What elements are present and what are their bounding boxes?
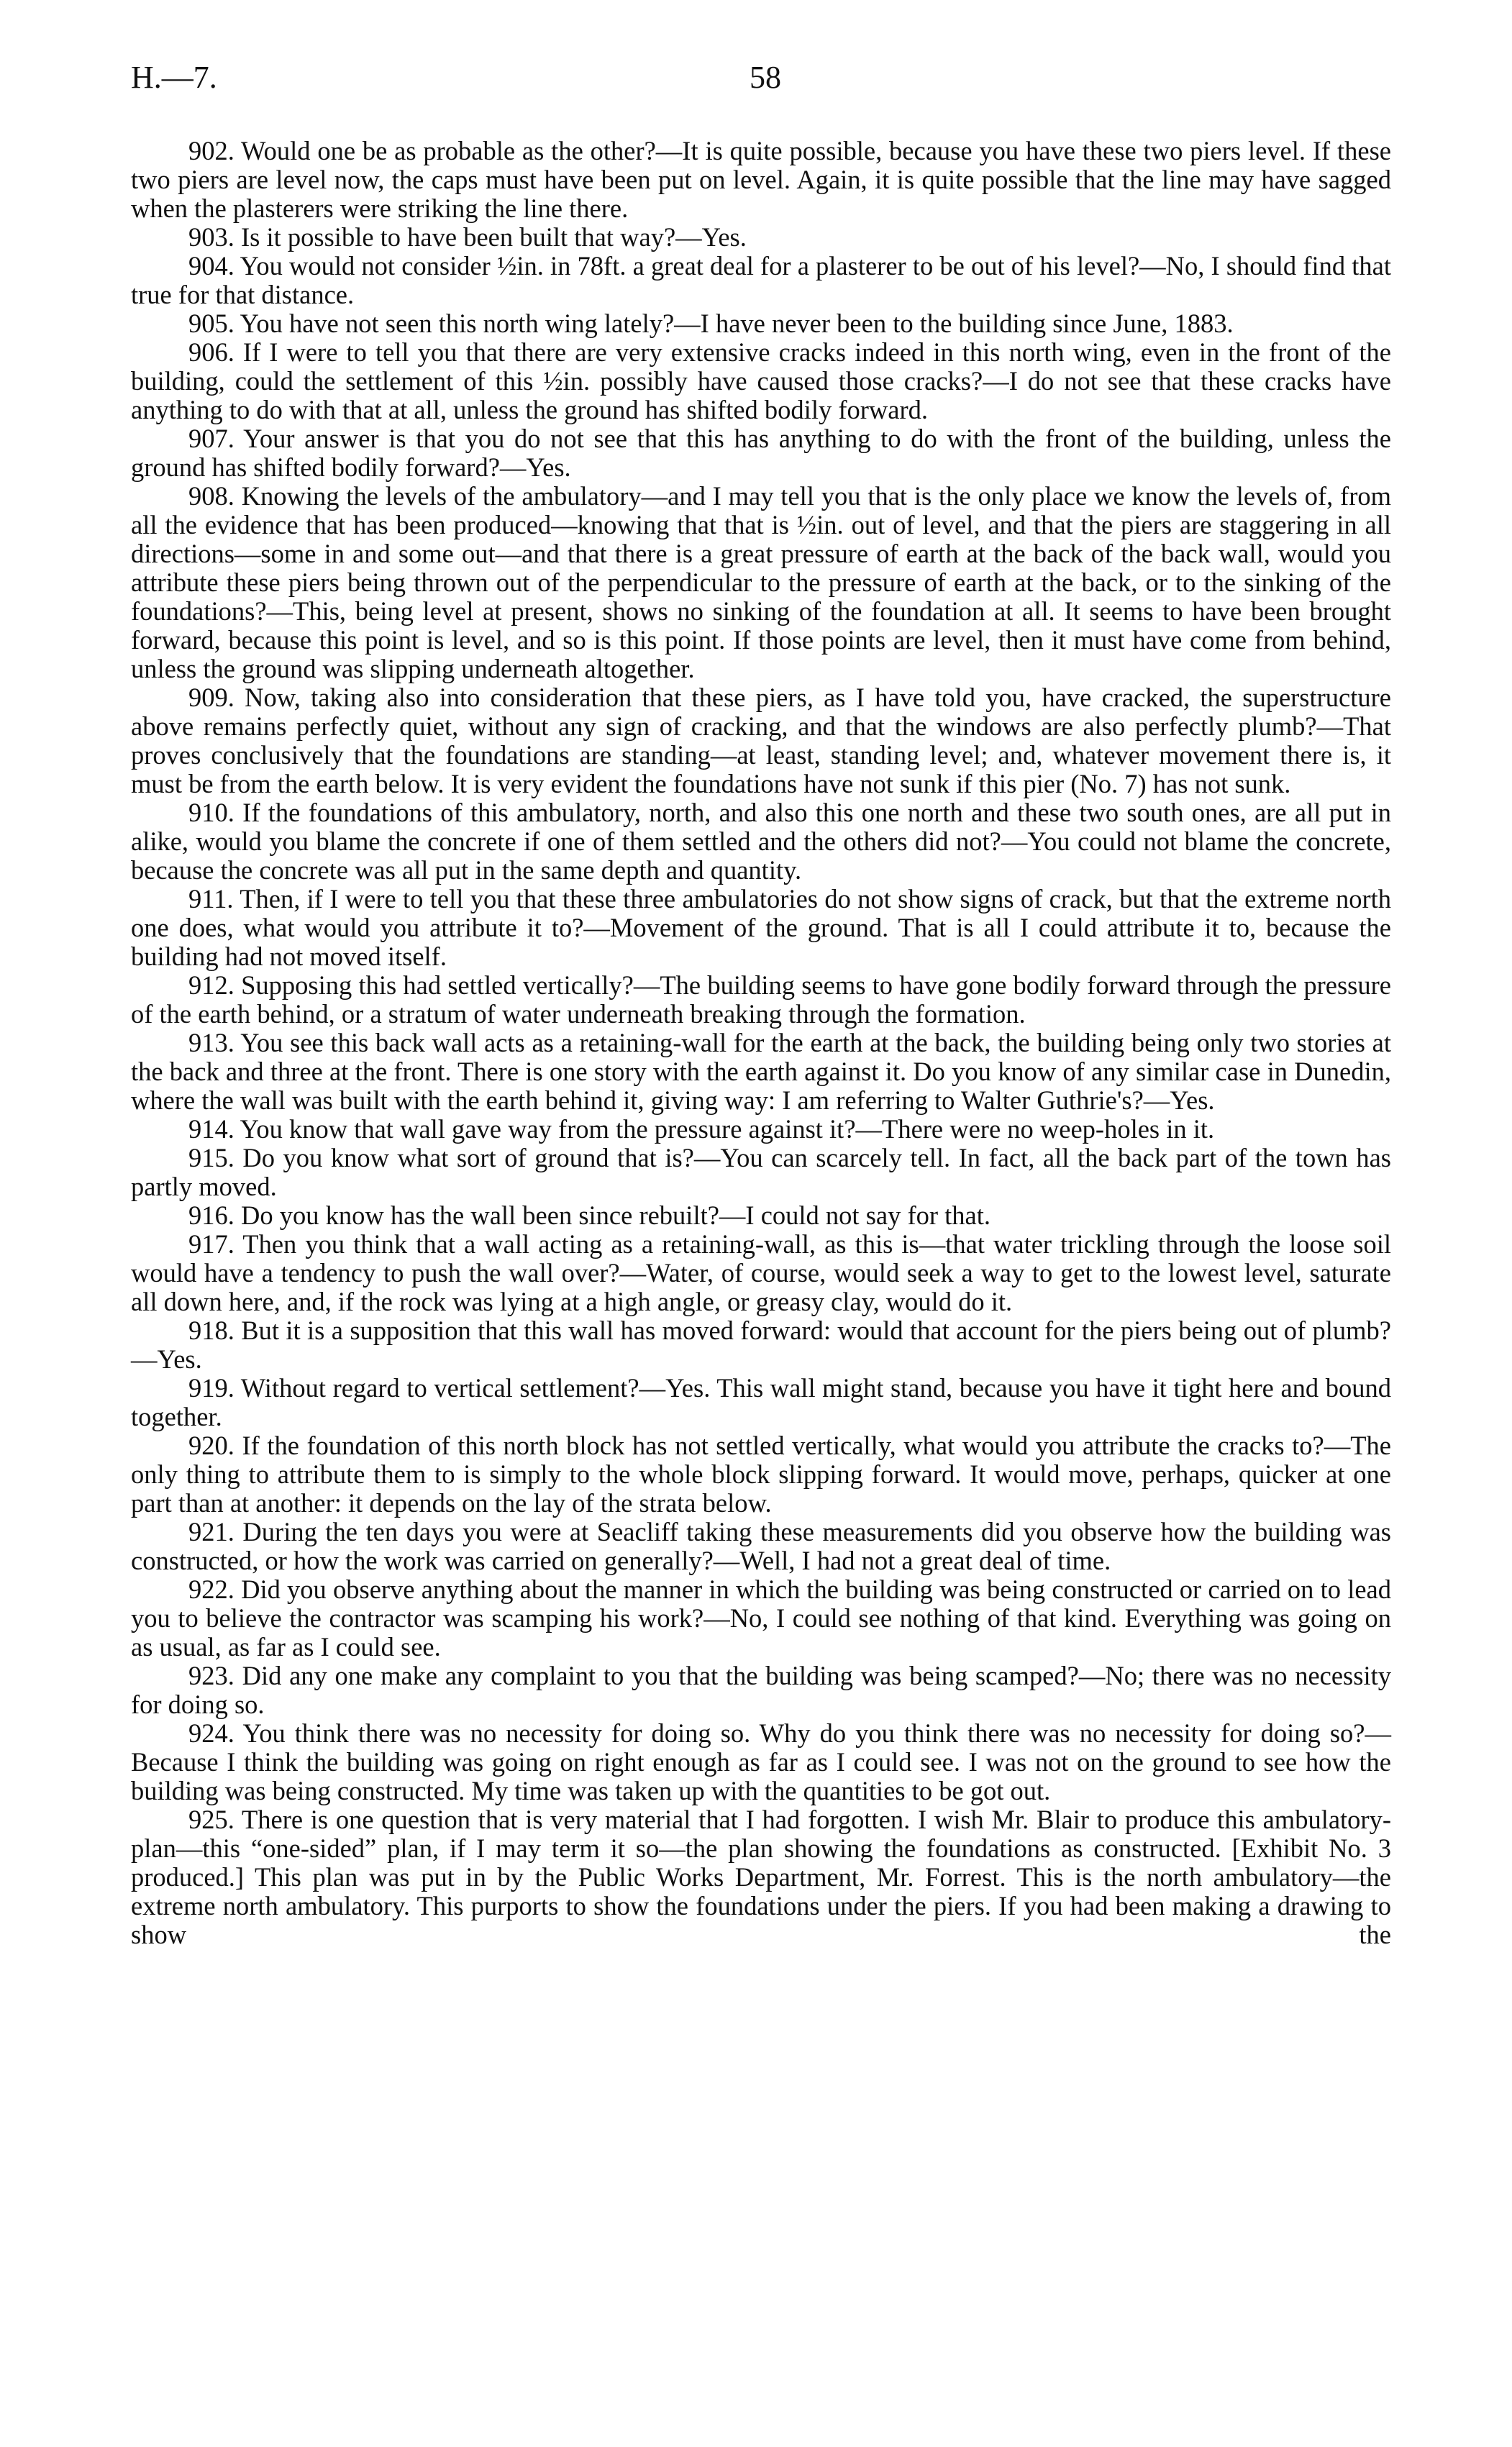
- testimony-paragraph: 914. You know that wall gave way from the pressure against it?—There were no weep-holes in it.: [188, 1114, 1215, 1144]
- testimony-paragraph: 906. If I were to tell you that there are very extensive cracks indeed in this north wing, even in the front of the building, could the settlement of this ½in. possibly have caused those cracks?—I do not see that these cracks have anything to do with that at all, unless the ground has shifted bodily forward.: [131, 337, 1391, 424]
- testimony-paragraph: 918. But it is a supposition that this wall has moved forward: would that account for the piers being out of plumb?—Yes.: [131, 1316, 1391, 1374]
- testimony-paragraph: 917. Then you think that a wall acting as a retaining-wall, as this is—that water trickling through the loose soil would have a tendency to push the wall over?—Water, of course, would seek a way to get to the lowest level, saturate all down here, and, if the rock was lying at a high angle, or greasy clay, would do it.: [131, 1229, 1391, 1316]
- testimony-paragraph: 909. Now, taking also into consideration that these piers, as I have told you, have cracked, the superstructure above remains perfectly quiet, without any sign of cracking, and that the windows are also perfectly plumb?—That proves conclusively that the foundations are standing—at least, standing level; and, whatever movement there is, it must be from the earth below. It is very evident the foundations have not sunk if this pier (No. 7) has not sunk.: [131, 683, 1391, 798]
- testimony-paragraph: 925. There is one question that is very material that I had forgotten. I wish Mr. Blair to produce this ambulatory-plan—this “one-sided” plan, if I may term it so—the plan showing the foundations as constructed. [Exhibit No. 3 produced.] This plan was put in by the Public Works Department, Mr. Forrest. This is the north ambulatory—the extreme north ambulatory. This purports to show the foundations under the piers. If you had been making a drawing to show the: [131, 1805, 1391, 1949]
- page-body: [131, 137, 1391, 1949]
- testimony-paragraph: 902. Would one be as probable as the other?—It is quite possible, because you have these two piers level. If these two piers are level now, the caps must have been put on level. Again, it is quite possible that the line may have sagged when the plasterers were striking the line there.: [131, 136, 1391, 223]
- testimony-paragraph: 920. If the foundation of this north block has not settled vertically, what would you attribute the cracks to?—The only thing to attribute them to is simply to the whole block slipping forward. It would move, perhaps, quicker at one part than at another: it depends on the lay of the strata below.: [131, 1431, 1391, 1518]
- testimony-paragraph: 915. Do you know what sort of ground that is?—You can scarcely tell. In fact, all the back part of the town has partly moved.: [131, 1143, 1391, 1201]
- testimony-paragraph: 904. You would not consider ½in. in 78ft. a great deal for a plasterer to be out of his level?—No, I should find that true for that distance.: [131, 251, 1391, 309]
- testimony-paragraph: 910. If the foundations of this ambulatory, north, and also this one north and these two south ones, are all put in alike, would you blame the concrete if one of them settled and the others did not?—You could not blame the concrete, because the concrete was all put in the same depth and quantity.: [131, 798, 1391, 885]
- testimony-paragraph: 912. Supposing this had settled vertically?—The building seems to have gone bodily forward through the pressure of the earth behind, or a stratum of water underneath breaking through the formation.: [131, 970, 1391, 1029]
- testimony-paragraph: 911. Then, if I were to tell you that these three ambulatories do not show signs of crack, but that the extreme north one does, what would you attribute it to?—Movement of the ground. That is all I could attribute it to, because the building had not moved itself.: [131, 884, 1391, 971]
- testimony-paragraph: 919. Without regard to vertical settlement?—Yes. This wall might stand, because you have it tight here and bound together.: [131, 1373, 1391, 1431]
- testimony-paragraph: 913. You see this back wall acts as a retaining-wall for the earth at the back, the building being only two stories at the back and three at the front. There is one story with the earth against it. Do you know of any similar case in Dunedin, where the wall was built with the earth behind it, giving way: I am referring to Walter Guthrie's?—Yes.: [131, 1028, 1391, 1115]
- testimony-paragraph: 903. Is it possible to have been built that way?—Yes.: [188, 222, 747, 252]
- document-code: H.—7.: [131, 60, 217, 95]
- testimony-paragraph: 916. Do you know has the wall been since rebuilt?—I could not say for that.: [188, 1200, 991, 1230]
- testimony-paragraph: 923. Did any one make any complaint to you that the building was being scamped?—No; there was no necessity for doing so.: [131, 1661, 1391, 1719]
- page-header: [131, 59, 1391, 99]
- testimony-paragraph: 905. You have not seen this north wing lately?—I have never been to the building since June, 1883.: [188, 309, 1234, 338]
- testimony-paragraph: 922. Did you observe anything about the manner in which the building was being constructed or carried on to lead you to believe the contractor was scamping his work?—No, I could see nothing of that kind. Everything was going on as usual, as far as I could see.: [131, 1575, 1391, 1662]
- testimony-paragraph: 907. Your answer is that you do not see that this has anything to do with the front of the building, unless the ground has shifted bodily forward?—Yes.: [131, 424, 1391, 482]
- testimony-paragraph: 921. During the ten days you were at Seacliff taking these measurements did you observe how the building was constructed, or how the work was carried on generally?—Well, I had not a great deal of time.: [131, 1517, 1391, 1575]
- testimony-paragraph: 924. You think there was no necessity for doing so. Why do you think there was no necessity for doing so?—Because I think the building was going on right enough as far as I could see. I was not on the ground to see how the building was being constructed. My time was taken up with the quantities to be got out.: [131, 1718, 1391, 1805]
- testimony-paragraph: 908. Knowing the levels of the ambulatory—and I may tell you that is the only place we know the levels of, from all the evidence that has been produced—knowing that that is ½in. out of level, and that the piers are staggering in all directions—some in and some out—and that there is a great pressure of earth at the back of the back wall, would you attribute these piers being thrown out of the perpendicular to the pressure of earth at the back, or to the sinking of the foundations?—This, being level at present, shows no sinking of the foundation at all. It seems to have been brought forward, because this point is level, and so is this point. If those points are level, then it must have come from behind, unless the ground was slipping underneath altogether.: [131, 481, 1391, 683]
- page-number: 58: [750, 60, 781, 95]
